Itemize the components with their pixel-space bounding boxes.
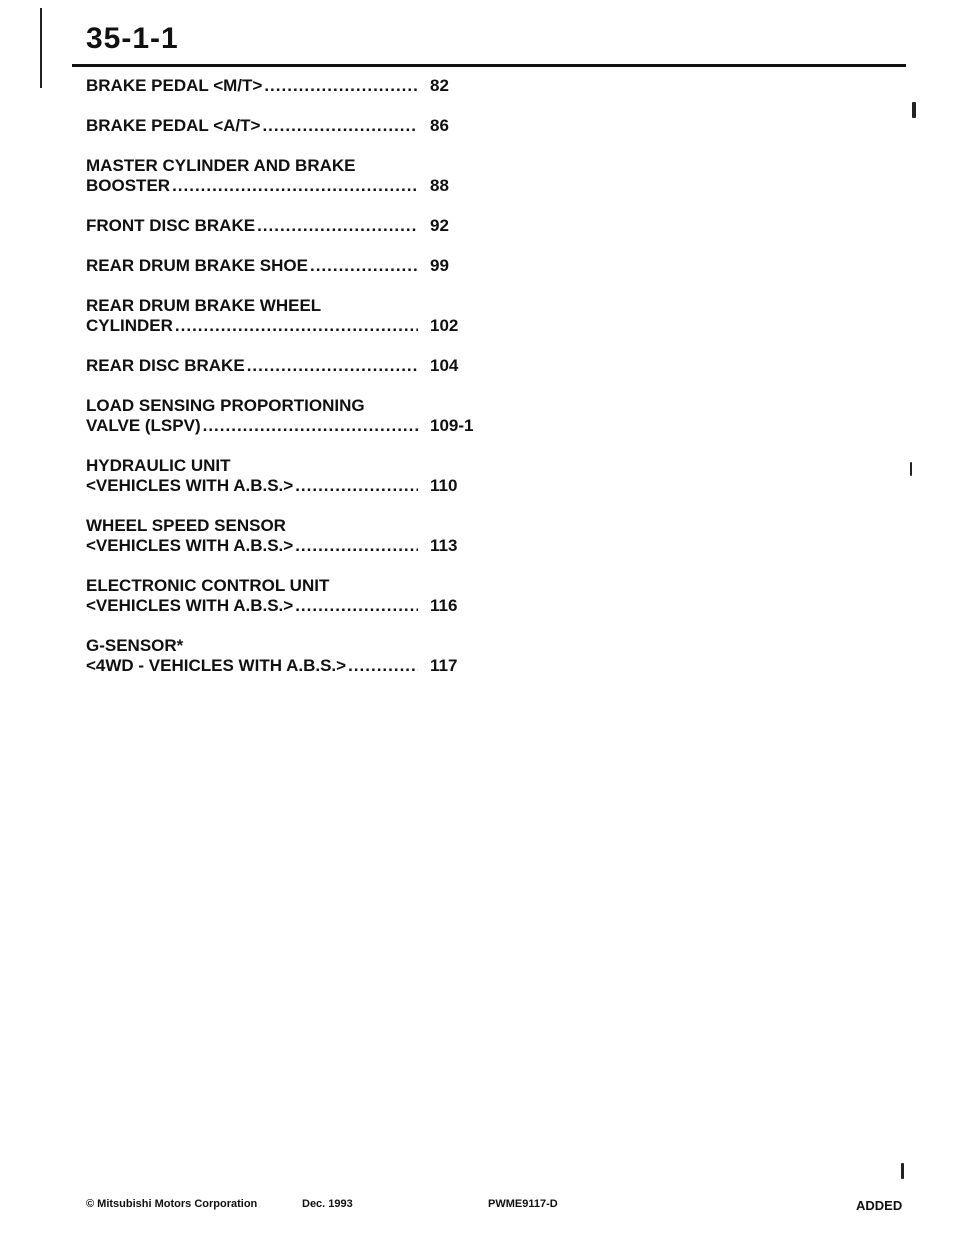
toc-entry-rear-disc-brake[interactable] bbox=[86, 356, 486, 376]
dot-leader bbox=[203, 416, 418, 436]
toc-entry-page: 86 bbox=[430, 116, 449, 135]
dot-leader bbox=[175, 316, 418, 336]
toc-entry-label: <4WD - VEHICLES WITH A.B.S.> bbox=[86, 656, 347, 675]
toc-entry-label: REAR DISC BRAKE bbox=[86, 356, 245, 375]
toc-entry-page: 82 bbox=[430, 76, 449, 95]
toc-entry-master-cylinder[interactable] bbox=[86, 156, 486, 196]
toc-entry-rear-drum-brake-wheel-cylinder[interactable] bbox=[86, 296, 486, 336]
toc-entry-rear-drum-brake-shoe[interactable] bbox=[86, 256, 486, 276]
dot-leader bbox=[262, 116, 418, 136]
toc-entry-title: G-SENSOR* bbox=[86, 636, 184, 655]
toc-entry-label: BOOSTER bbox=[86, 176, 171, 195]
toc-entry-label: <VEHICLES WITH A.B.S.> bbox=[86, 536, 294, 555]
toc-entry-title: WHEEL SPEED SENSOR bbox=[86, 516, 286, 535]
toc-entry-title: REAR DRUM BRAKE WHEEL bbox=[86, 296, 322, 315]
toc-entry-page: 104 bbox=[430, 356, 459, 375]
toc-entry-label: REAR DRUM BRAKE SHOE bbox=[86, 256, 308, 275]
scan-mark bbox=[912, 102, 916, 118]
dot-leader bbox=[295, 476, 418, 496]
toc-entry-title: HYDRAULIC UNIT bbox=[86, 456, 231, 475]
dot-leader bbox=[247, 356, 418, 376]
dot-leader bbox=[310, 256, 418, 276]
toc-entry-label: BRAKE PEDAL <A/T> bbox=[86, 116, 261, 135]
header-rule bbox=[72, 64, 906, 67]
toc-entry-label: CYLINDER bbox=[86, 316, 173, 335]
toc-entry-page: 113 bbox=[430, 536, 458, 555]
toc-entry-title: ELECTRONIC CONTROL UNIT bbox=[86, 576, 330, 595]
toc-entry-label: <VEHICLES WITH A.B.S.> bbox=[86, 596, 294, 615]
toc-entry-page: 116 bbox=[430, 596, 458, 615]
dot-leader bbox=[257, 216, 418, 236]
toc-entry-wheel-speed-sensor[interactable] bbox=[86, 516, 486, 556]
toc-entry-title: MASTER CYLINDER AND BRAKE bbox=[86, 156, 356, 175]
footer-copyright: © Mitsubishi Motors Corporation bbox=[86, 1198, 258, 1210]
dot-leader bbox=[348, 656, 418, 676]
toc-entry-page: 109-1 bbox=[430, 416, 474, 435]
footer-document-code: PWME9117-D bbox=[488, 1198, 558, 1210]
toc-entry-electronic-control-unit[interactable] bbox=[86, 576, 486, 616]
footer-status: ADDED bbox=[856, 1198, 903, 1213]
toc-entry-page: 110 bbox=[430, 476, 458, 495]
scan-mark bbox=[910, 462, 912, 476]
page-number: 35-1-1 bbox=[86, 22, 179, 55]
toc-entry-front-disc-brake[interactable] bbox=[86, 216, 486, 236]
toc-entry-page: 92 bbox=[430, 216, 449, 235]
scan-mark bbox=[901, 1163, 904, 1179]
table-of-contents bbox=[86, 76, 486, 696]
dot-leader bbox=[264, 76, 418, 96]
toc-entry-page: 102 bbox=[430, 316, 459, 335]
toc-entry-label: BRAKE PEDAL <M/T> bbox=[86, 76, 263, 95]
toc-entry-page: 88 bbox=[430, 176, 449, 195]
toc-entry-lspv[interactable] bbox=[86, 396, 486, 436]
toc-entry-label: <VEHICLES WITH A.B.S.> bbox=[86, 476, 294, 495]
toc-entry-label: VALVE (LSPV) bbox=[86, 416, 201, 435]
dot-leader bbox=[295, 536, 418, 556]
dot-leader bbox=[172, 176, 418, 196]
toc-entry-page: 117 bbox=[430, 656, 458, 675]
toc-entry-page: 99 bbox=[430, 256, 449, 275]
toc-entry-title: LOAD SENSING PROPORTIONING bbox=[86, 396, 365, 415]
toc-entry-label: FRONT DISC BRAKE bbox=[86, 216, 256, 235]
toc-entry-hydraulic-unit[interactable] bbox=[86, 456, 486, 496]
toc-entry-brake-pedal-at[interactable] bbox=[86, 116, 486, 136]
toc-entry-brake-pedal-mt[interactable] bbox=[86, 76, 486, 96]
dot-leader bbox=[295, 596, 418, 616]
toc-entry-g-sensor[interactable] bbox=[86, 636, 486, 676]
left-margin-rule bbox=[40, 8, 42, 88]
footer-date: Dec. 1993 bbox=[302, 1198, 353, 1210]
